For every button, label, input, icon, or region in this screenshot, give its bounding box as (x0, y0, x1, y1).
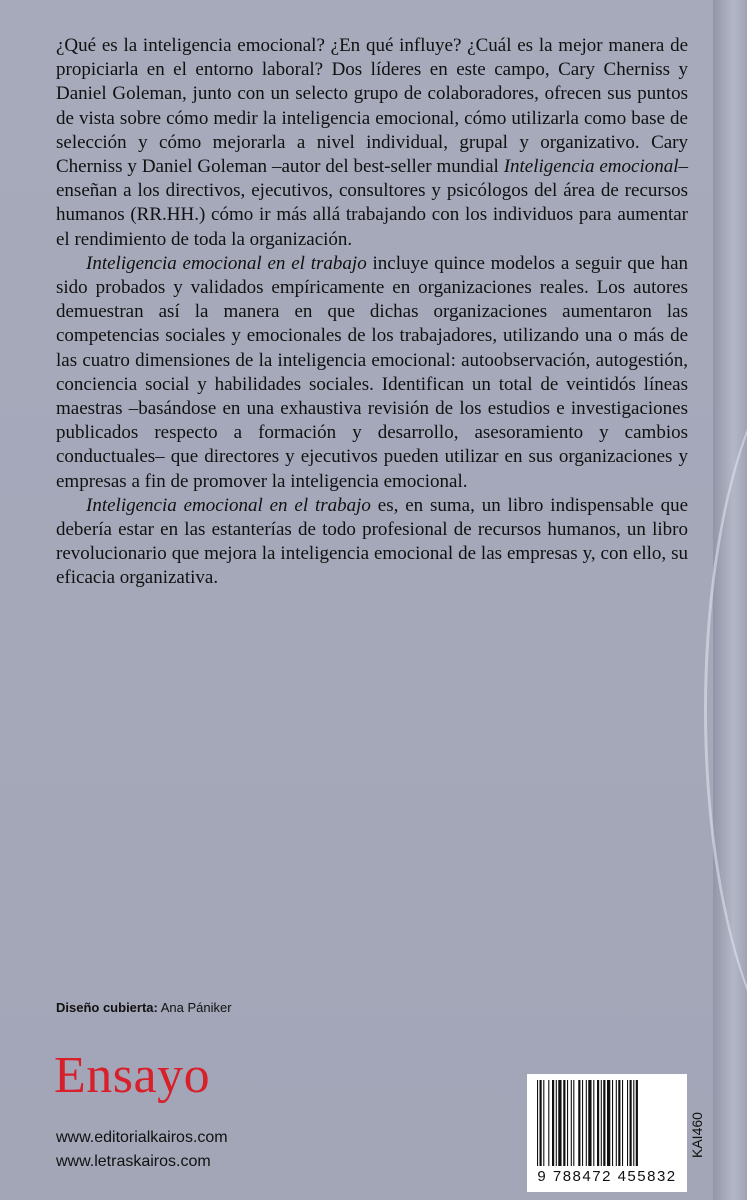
cover-design-credit (56, 1000, 232, 1015)
blurb-paragraph-1: ¿Qué es la inteligencia emocional? ¿En qué influye? ¿Cuál es la mejor manera de propiciarla en el entorno laboral? Dos líderes en este campo, Cary Cherniss y Daniel Goleman, junto con un selecto grupo de colaboradores, ofrecen sus puntos de vista sobre cómo medir la inteligencia emocional, cómo utilizarla como base de selección y cómo mejorarla a nivel individual, grupal y organizativo. Cary Cherniss y Daniel Goleman –autor del best-seller mundial Inteligencia emocional– enseñan a los directivos, ejecutivos, consultores y psicólogos del área de recursos humanos (RR.HH.) cómo ir más allá trabajando con los individuos para aumentar el rendimiento de toda la organización. (56, 35, 689, 250)
spine-edge (713, 0, 747, 1200)
url-editorial: www.editorialkairos.com (56, 1129, 228, 1146)
publisher-urls (56, 1126, 228, 1174)
blurb-paragraph-2: Inteligencia emocional en el trabajo incluye quince modelos a seguir que han sido probados y validados empíricamente en organizaciones reales. Los autores demuestran así la manera en que dichas organizaciones aumentaron las competencias sociales y emocionales de los trabajadores, utilizando una o más de las cuatro dimensiones de la inteligencia emocional: autoobservación, autogestión, conciencia social y habilidades sociales. Identifican un total de veintidós líneas maestras –basándose en una exhaustiva revisión de los estudios e investigaciones publicados respecto a formación y desarrollo, asesoramiento y cambios conductuales– que directores y ejecutivos pueden utilizar en sus organizaciones y empresas a fin de promover la inteligencia emocional. (56, 252, 689, 492)
credit-name: Ana Pániker (157, 1000, 232, 1015)
blurb-paragraph-3: Inteligencia emocional en el trabajo es, en suma, un libro indispensable que debería estar en las estanterías de todo profesional de recursos humanos, un libro revolucionario que mejora la inteligencia emocional de las empresas y, con ello, su eficacia organizativa. (56, 494, 688, 589)
isbn-barcode (527, 1074, 687, 1192)
isbn-number: 9 788472 455832 (537, 1168, 677, 1185)
blurb-text (56, 34, 688, 591)
url-letras: www.letraskairos.com (56, 1153, 211, 1170)
barcode-bars (537, 1080, 677, 1166)
series-title: Ensayo (54, 1047, 211, 1104)
catalog-code: KAI460 (689, 1112, 705, 1158)
credit-label: Diseño cubierta: (56, 1000, 158, 1015)
